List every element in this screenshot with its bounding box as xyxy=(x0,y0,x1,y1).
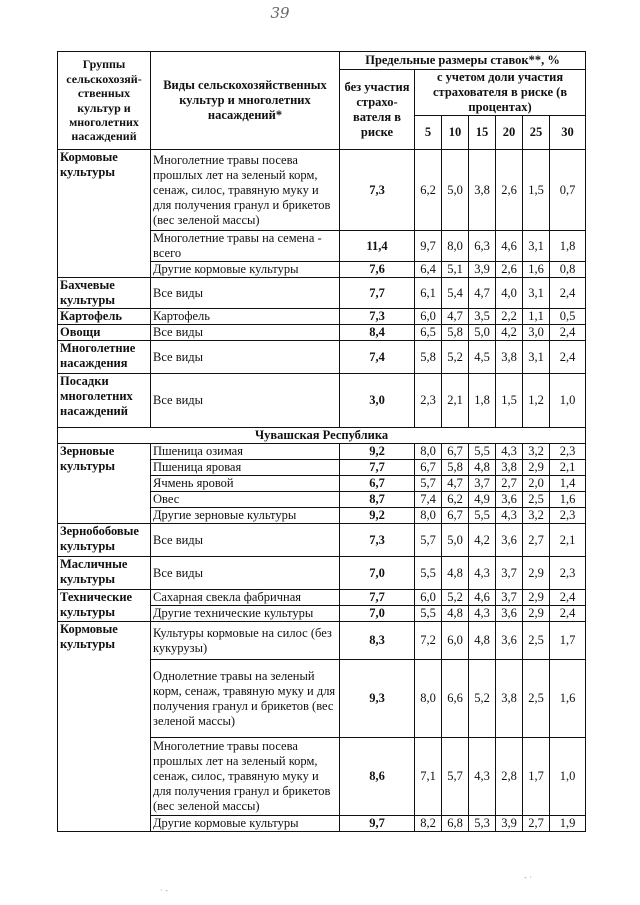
rate-cell: 7,4 xyxy=(415,492,442,508)
group-cell: Технические культуры xyxy=(58,590,151,622)
rate-cell: 3,8 xyxy=(496,341,523,374)
rate-cell: 1,8 xyxy=(550,231,586,262)
table-row xyxy=(58,590,586,606)
crop-cell: Сахарная свекла фабричная xyxy=(151,590,340,606)
rate-cell: 6,7 xyxy=(442,444,469,460)
crop-cell: Другие зерновые культуры xyxy=(151,508,340,524)
rate-cell: 6,0 xyxy=(415,590,442,606)
rate-cell: 6,7 xyxy=(415,460,442,476)
rate-cell: 3,6 xyxy=(496,622,523,660)
rate-cell: 5,2 xyxy=(469,660,496,738)
rate-cell: 3,8 xyxy=(496,460,523,476)
rate-cell: 4,7 xyxy=(442,309,469,325)
rate-cell: 5,0 xyxy=(442,524,469,557)
rate-cell: 5,8 xyxy=(442,325,469,341)
region-title: Чувашская Республика xyxy=(58,428,586,444)
rate-cell: 4,3 xyxy=(469,557,496,590)
rate-cell: 3,0 xyxy=(523,325,550,341)
group-cell: Кормовые культуры xyxy=(58,150,151,278)
rate-cell: 2,3 xyxy=(550,508,586,524)
rate-cell: 4,0 xyxy=(496,278,523,309)
rate-cell: 5,0 xyxy=(469,325,496,341)
rate-cell: 4,9 xyxy=(469,492,496,508)
share-header: 20 xyxy=(496,116,523,150)
rate-cell: 2,8 xyxy=(496,738,523,816)
rate-cell: 0,8 xyxy=(550,262,586,278)
rate-cell: 5,1 xyxy=(442,262,469,278)
rate-cell: 3,6 xyxy=(496,492,523,508)
rate-cell: 2,9 xyxy=(523,590,550,606)
rate-cell: 1,5 xyxy=(523,150,550,231)
rate-cell: 1,5 xyxy=(496,374,523,428)
rate-cell: 1,4 xyxy=(550,476,586,492)
rate-cell: 8,0 xyxy=(442,231,469,262)
table-body-section-2 xyxy=(58,444,586,832)
rate-cell: 2,5 xyxy=(523,492,550,508)
rate-cell: 0,5 xyxy=(550,309,586,325)
rate-cell: 2,3 xyxy=(550,557,586,590)
base-rate-cell: 7,0 xyxy=(340,606,415,622)
rate-cell: 6,4 xyxy=(415,262,442,278)
rate-cell: 5,0 xyxy=(442,150,469,231)
rate-cell: 5,2 xyxy=(442,341,469,374)
base-rate-cell: 8,6 xyxy=(340,738,415,816)
rate-cell: 3,9 xyxy=(469,262,496,278)
rate-cell: 3,7 xyxy=(469,476,496,492)
rate-cell: 4,3 xyxy=(469,738,496,816)
rate-cell: 6,7 xyxy=(442,508,469,524)
crop-cell: Все виды xyxy=(151,524,340,557)
base-rate-cell: 7,7 xyxy=(340,590,415,606)
rate-cell: 2,7 xyxy=(523,816,550,832)
insurance-rate-table xyxy=(57,51,586,832)
crop-cell: Другие кормовые культуры xyxy=(151,262,340,278)
rate-cell: 1,0 xyxy=(550,374,586,428)
rate-cell: 3,5 xyxy=(469,309,496,325)
rate-cell: 7,1 xyxy=(415,738,442,816)
rate-cell: 5,5 xyxy=(469,508,496,524)
crop-cell: Однолетние травы на зеленый корм, сенаж, травяную муку и для получения гранул и брикетов (вес зеленой массы) xyxy=(151,660,340,738)
crop-cell: Все виды xyxy=(151,278,340,309)
rate-cell: 1,7 xyxy=(523,738,550,816)
table-row xyxy=(58,278,586,309)
rate-cell: 3,8 xyxy=(469,150,496,231)
rate-cell: 5,2 xyxy=(442,590,469,606)
rate-cell: 3,9 xyxy=(496,816,523,832)
base-rate-cell: 7,0 xyxy=(340,557,415,590)
table-row xyxy=(58,374,586,428)
rate-cell: 2,6 xyxy=(496,262,523,278)
margin-mark: - · xyxy=(524,873,532,882)
base-rate-cell: 7,3 xyxy=(340,309,415,325)
group-cell: Картофель xyxy=(58,309,151,325)
rate-cell: 6,3 xyxy=(469,231,496,262)
rate-cell: 3,2 xyxy=(523,444,550,460)
rate-cell: 2,7 xyxy=(523,524,550,557)
rate-cell: 4,2 xyxy=(496,325,523,341)
table-header xyxy=(58,52,586,150)
rate-cell: 1,6 xyxy=(550,492,586,508)
rate-cell: 2,0 xyxy=(523,476,550,492)
base-rate-cell: 8,3 xyxy=(340,622,415,660)
region-section xyxy=(58,428,586,444)
rate-cell: 6,5 xyxy=(415,325,442,341)
rate-cell: 2,1 xyxy=(550,524,586,557)
rate-cell: 2,4 xyxy=(550,606,586,622)
share-header: 30 xyxy=(550,116,586,150)
base-rate-cell: 7,4 xyxy=(340,341,415,374)
rate-cell: 3,1 xyxy=(523,231,550,262)
rate-cell: 2,3 xyxy=(415,374,442,428)
crop-cell: Все виды xyxy=(151,341,340,374)
page-number: 39 xyxy=(270,4,290,22)
group-column-header: Группы сельскохозяй-ственных культур и многолетних насаждений xyxy=(58,52,151,150)
rate-cell: 4,6 xyxy=(469,590,496,606)
crop-cell: Пшеница озимая xyxy=(151,444,340,460)
group-cell: Зерновые культуры xyxy=(58,444,151,524)
rate-cell: 3,6 xyxy=(496,606,523,622)
rate-cell: 5,8 xyxy=(442,460,469,476)
rate-cell: 1,7 xyxy=(550,622,586,660)
rate-cell: 4,8 xyxy=(469,460,496,476)
crop-cell: Многолетние травы на семена - всего xyxy=(151,231,340,262)
rate-cell: 5,5 xyxy=(469,444,496,460)
rate-cell: 6,6 xyxy=(442,660,469,738)
base-rate-cell: 9,2 xyxy=(340,444,415,460)
share-header: 10 xyxy=(442,116,469,150)
rate-cell: 1,8 xyxy=(469,374,496,428)
rate-cell: 8,0 xyxy=(415,444,442,460)
rate-cell: 0,7 xyxy=(550,150,586,231)
group-cell: Овощи xyxy=(58,325,151,341)
rate-cell: 2,9 xyxy=(523,460,550,476)
rate-cell: 2,7 xyxy=(496,476,523,492)
rate-cell: 1,6 xyxy=(523,262,550,278)
rate-cell: 4,8 xyxy=(469,622,496,660)
with-participation-header: с учетом доли участия страхователя в риске (в процентах) xyxy=(415,70,586,116)
share-header: 15 xyxy=(469,116,496,150)
table-row xyxy=(58,444,586,460)
rate-cell: 1,9 xyxy=(550,816,586,832)
group-cell: Посадки многолетних насаждений xyxy=(58,374,151,428)
rate-cell: 5,8 xyxy=(415,341,442,374)
rate-cell: 2,5 xyxy=(523,660,550,738)
rate-cell: 4,2 xyxy=(469,524,496,557)
rate-cell: 2,2 xyxy=(496,309,523,325)
base-rate-cell: 9,2 xyxy=(340,508,415,524)
base-rate-cell: 7,6 xyxy=(340,262,415,278)
max-rates-header: Предельные размеры ставок**, % xyxy=(340,52,586,70)
rate-cell: 2,4 xyxy=(550,325,586,341)
base-rate-cell: 3,0 xyxy=(340,374,415,428)
crop-cell: Многолетние травы посева прошлых лет на зеленый корм, сенаж, силос, травяную муку и для получения гранул и брикетов (вес зеленой массы) xyxy=(151,738,340,816)
rate-cell: 3,2 xyxy=(523,508,550,524)
crop-cell: Пшеница яровая xyxy=(151,460,340,476)
crop-cell: Картофель xyxy=(151,309,340,325)
rate-cell: 5,4 xyxy=(442,278,469,309)
rate-cell: 2,9 xyxy=(523,606,550,622)
rate-cell: 4,7 xyxy=(469,278,496,309)
rate-cell: 1,2 xyxy=(523,374,550,428)
crop-column-header: Виды сельскохозяйственных культур и многолетних насаждений* xyxy=(151,52,340,150)
rate-cell: 6,1 xyxy=(415,278,442,309)
base-rate-cell: 9,7 xyxy=(340,816,415,832)
rate-cell: 2,9 xyxy=(523,557,550,590)
table-row xyxy=(58,524,586,557)
rate-cell: 2,3 xyxy=(550,444,586,460)
base-rate-cell: 8,7 xyxy=(340,492,415,508)
base-rate-cell: 7,7 xyxy=(340,460,415,476)
rate-cell: 2,4 xyxy=(550,590,586,606)
rate-cell: 2,4 xyxy=(550,341,586,374)
rate-cell: 5,5 xyxy=(415,606,442,622)
crop-cell: Культуры кормовые на силос (без кукурузы) xyxy=(151,622,340,660)
base-rate-cell: 8,4 xyxy=(340,325,415,341)
rate-cell: 4,8 xyxy=(442,557,469,590)
rate-cell: 6,8 xyxy=(442,816,469,832)
crop-cell: Все виды xyxy=(151,325,340,341)
base-rate-cell: 7,7 xyxy=(340,278,415,309)
table-row xyxy=(58,325,586,341)
crop-cell: Все виды xyxy=(151,557,340,590)
rate-cell: 4,7 xyxy=(442,476,469,492)
rate-cell: 3,1 xyxy=(523,341,550,374)
rate-cell: 6,0 xyxy=(442,622,469,660)
rate-cell: 3,6 xyxy=(496,524,523,557)
rate-cell: 9,7 xyxy=(415,231,442,262)
rate-cell: 8,0 xyxy=(415,508,442,524)
base-rate-cell: 7,3 xyxy=(340,150,415,231)
rate-cell: 8,2 xyxy=(415,816,442,832)
rate-cell: 6,0 xyxy=(415,309,442,325)
crop-cell: Все виды xyxy=(151,374,340,428)
rate-cell: 4,3 xyxy=(469,606,496,622)
rate-cell: 5,7 xyxy=(442,738,469,816)
base-rate-cell: 6,7 xyxy=(340,476,415,492)
share-header: 25 xyxy=(523,116,550,150)
rate-cell: 3,1 xyxy=(523,278,550,309)
table-row xyxy=(58,309,586,325)
share-header: 5 xyxy=(415,116,442,150)
rate-cell: 7,2 xyxy=(415,622,442,660)
rate-cell: 8,0 xyxy=(415,660,442,738)
rate-cell: 1,6 xyxy=(550,660,586,738)
rate-cell: 2,1 xyxy=(442,374,469,428)
margin-mark: · - xyxy=(160,886,168,895)
rate-cell: 5,3 xyxy=(469,816,496,832)
crop-cell: Овес xyxy=(151,492,340,508)
rate-cell: 6,2 xyxy=(415,150,442,231)
group-cell: Масличные культуры xyxy=(58,557,151,590)
rate-cell: 2,1 xyxy=(550,460,586,476)
base-rate-cell: 7,3 xyxy=(340,524,415,557)
table-row xyxy=(58,341,586,374)
crop-cell: Ячмень яровой xyxy=(151,476,340,492)
group-cell: Многолетние насаждения xyxy=(58,341,151,374)
rate-cell: 5,5 xyxy=(415,557,442,590)
crop-cell: Другие технические культуры xyxy=(151,606,340,622)
rate-cell: 4,6 xyxy=(496,231,523,262)
group-cell: Кормовые культуры xyxy=(58,622,151,832)
rate-cell: 3,7 xyxy=(496,557,523,590)
table-row xyxy=(58,622,586,660)
rate-cell: 2,4 xyxy=(550,278,586,309)
rate-cell: 4,3 xyxy=(496,444,523,460)
without-participation-header: без участия страхо-вателя в риске xyxy=(340,70,415,150)
group-cell: Зернобобовые культуры xyxy=(58,524,151,557)
base-rate-cell: 11,4 xyxy=(340,231,415,262)
rate-cell: 1,0 xyxy=(550,738,586,816)
base-rate-cell: 9,3 xyxy=(340,660,415,738)
crop-cell: Другие кормовые культуры xyxy=(151,816,340,832)
rate-cell: 2,6 xyxy=(496,150,523,231)
rate-cell: 5,7 xyxy=(415,524,442,557)
rate-cell: 2,5 xyxy=(523,622,550,660)
group-cell: Бахчевые культуры xyxy=(58,278,151,309)
table-row xyxy=(58,150,586,231)
rate-cell: 5,7 xyxy=(415,476,442,492)
rate-cell: 4,3 xyxy=(496,508,523,524)
rate-cell: 1,1 xyxy=(523,309,550,325)
table-row xyxy=(58,557,586,590)
rate-cell: 3,8 xyxy=(496,660,523,738)
rate-cell: 4,8 xyxy=(442,606,469,622)
table-body-section-1 xyxy=(58,150,586,428)
rate-cell: 4,5 xyxy=(469,341,496,374)
rate-cell: 3,7 xyxy=(496,590,523,606)
rate-cell: 6,2 xyxy=(442,492,469,508)
crop-cell: Многолетние травы посева прошлых лет на зеленый корм, сенаж, силос, травяную муку и для получения гранул и брикетов (вес зеленой массы) xyxy=(151,150,340,231)
